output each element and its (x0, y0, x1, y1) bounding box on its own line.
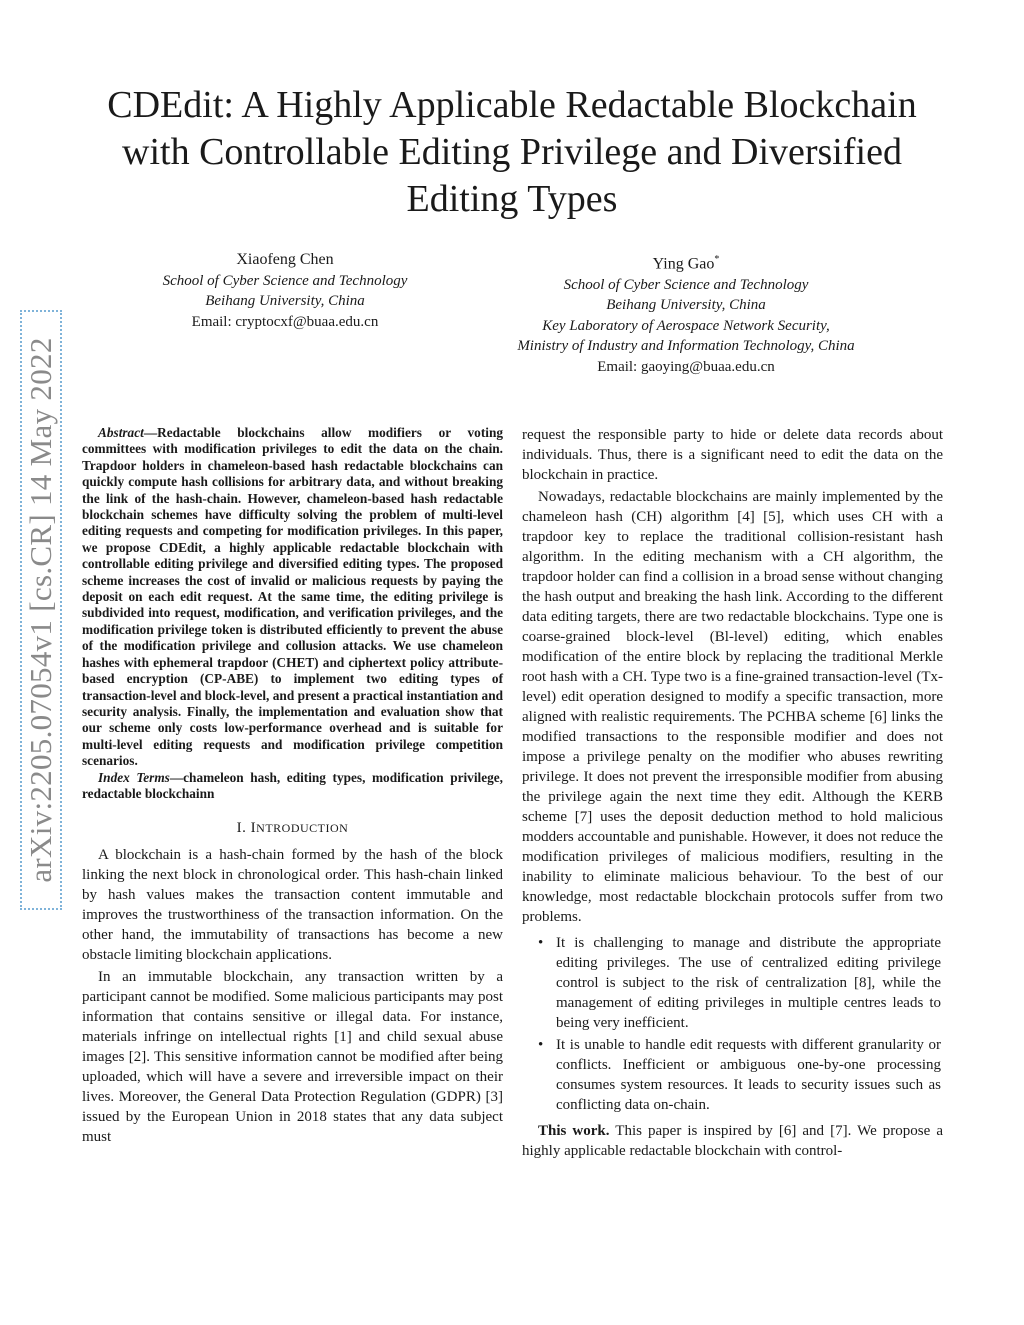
index-terms-label: Index Terms (98, 769, 170, 785)
this-work-text: This paper is inspired by [6] and [7]. We propose a highly applicable redactable blockchain with control- (522, 1123, 944, 1159)
arxiv-identifier: arXiv:2205.07054v1 [cs.CR] 14 May 2022 (23, 337, 58, 883)
section-title-rest: NTRODUCTION (256, 821, 349, 836)
author-affiliation: Key Laboratory of Aerospace Network Security, (542, 317, 830, 334)
this-work-label: This work. (538, 1123, 610, 1139)
abstract (82, 425, 503, 770)
index-terms-text: —chameleon hash, editing types, modification privilege, redactable blockchainn (82, 769, 503, 801)
section-heading-introduction (82, 820, 503, 837)
section-number: I. (236, 820, 247, 837)
list-item: • It is challenging to manage and distribute the appropriate editing privileges. The use of centralized editing privilege control is subject to the risk of centralization [8], while the management of editing privileges in multiple centres leads to being very inefficient. (522, 933, 943, 1033)
right-column (522, 425, 943, 1161)
section-title-initial: I (250, 820, 257, 837)
author-affiliation: Ministry of Industry and Information Technology, China (517, 338, 855, 355)
author-affiliation: School of Cyber Science and Technology (162, 272, 408, 289)
author-email: Email: cryptocxf@buaa.edu.cn (191, 313, 379, 330)
author-name: Xiaofeng Chen (236, 251, 334, 268)
this-work-paragraph (522, 1121, 943, 1161)
paragraph: In an immutable blockchain, any transaction written by a participant cannot be modified. Some malicious participants may post information that contains sensitive or illegal data. For instance, materials infringe on intellectual rights [1] and child sexual abuse images [2]. This sensitive information cannot be modified after being uploaded, which will have a severe and irreversible impact on their lives. Moreover, the General Data Protection Regulation (GDPR) [3] issued by the European Union in 2018 states that any data subject must (82, 969, 503, 1146)
index-terms (82, 770, 503, 803)
corresponding-author-mark: * (714, 254, 720, 265)
author-affiliation: Beihang University, China (205, 293, 365, 309)
abstract-label: Abstract (98, 425, 144, 440)
paragraph-continuation: request the responsible party to hide or delete data records about individuals. Thus, there is a significant need to edit the data on the blockchain in practice. (522, 427, 943, 483)
author-affiliation: School of Cyber Science and Technology (563, 276, 809, 293)
author-email: Email: gaoying@buaa.edu.cn (597, 358, 775, 375)
problem-list (522, 933, 943, 1115)
paragraph: A blockchain is a hash-chain formed by the hash of the block linking the next block in chronological order. This hash-chain linked by hash values makes the transaction content immutable and improves the trustworthiness of the transaction information. On the other hand, the immutability of transactions has become a new obstacle limiting blockchain applications. (82, 847, 503, 964)
author-name: Ying Gao* (652, 254, 720, 273)
author-block-1 (135, 250, 435, 332)
paper-title: CDEdit: A Highly Applicable Redactable Blockchain with Controllable Editing Privilege and Diversified Editing Types (107, 84, 917, 220)
left-column (82, 425, 503, 1147)
paragraph: Nowadays, redactable blockchains are mainly implemented by the chameleon hash (CH) algorithm [4] [5], which uses CH with a trapdoor key to replace the traditional collision-resistant hash algorithm. In the editing mechanism with a CH algorithm, the trapdoor holder can find a collision in a broad sense without changing the hash output and breaking the hash link. According to the different data editing targets, there are two redactable blockchains. Type one is coarse-grained block-level (Bl-level) editing, which enables modification of the entire block by replacing the traditional Merkle root hash with a CH. Type two is a fine-grained transaction-level (Tx-level) edit operation designed to modify a specific transaction, more aligned with realistic requirements. The PCHBA scheme [6] links the modified transactions to the responsible modifier and does not impose a privilege penalty on the modifier who abuses rewriting privilege. It does not prevent the irresponsible modifier from abusing the privilege again the next time they edit. Although the KERB scheme [7] uses the deposit deduction method to hold malicious modders accountable and punishable. However, it does not reduce the modification privileges of malicious modifiers, resulting in the inability to eliminate malicious behaviour. To the best of our knowledge, most redactable blockchain protocols suffer from two problems. (522, 489, 943, 925)
author-block-2 (470, 250, 902, 377)
list-item: • It is unable to handle edit requests with different granularity or conflicts. Inefficient or ambiguous one-by-one processing consumes system resources. It leads to security issues such as conflicting data on-chain. (522, 1035, 943, 1115)
author-affiliation: Beihang University, China (606, 297, 766, 314)
abstract-text: —Redactable blockchains allow modifiers or voting committees with modification privileges to edit the data on the chain. Trapdoor holders in chameleon-based hash redactable blockchains can quickly compute hash collisions for arbitrary data, and without breaking the link of the hash-chain. However, chameleon-based hash redactable blockchain schemes have difficulty solving the problem of multi-level editing requests and competing for modification privileges. In this paper, we propose CDEdit, a highly applicable redactable blockchain with controllable editing privilege and diversified editing types. The proposed scheme increases the cost of invalid or malicious requests by paying the deposit on each edit request. At the same time, the editing privilege is subdivided into request, modification, and verification privileges, and the modification privilege token is distributed efficiently to prevent the abuse of the modification privilege and collusion attacks. We use chameleon hashes with ephemeral trapdoor (CHET) and ciphertext policy attribute-based encryption (CP-ABE) to implement two editing types of transaction-level and block-level, and present a practical instantiation and security analysis. Finally, the implementation and evaluation show that our scheme only costs low-performance overhead and is suitable for multi-level editing requests and modification privilege competition scenarios. (82, 425, 503, 769)
arxiv-sidebar (20, 310, 62, 910)
